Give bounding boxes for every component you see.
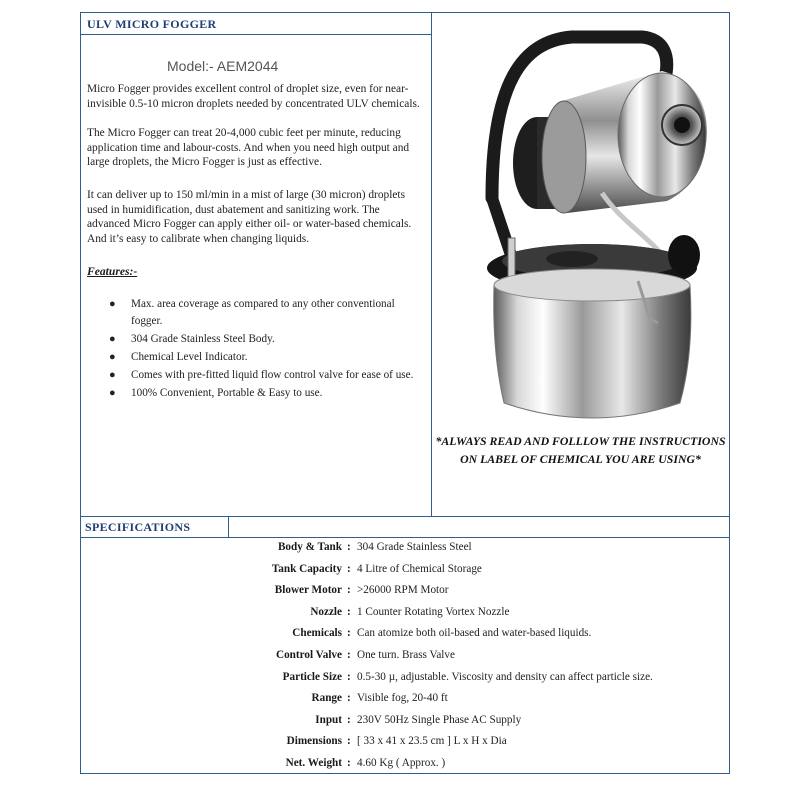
feature-item: ● Max. area coverage as compared to any other conventional fogger. — [109, 298, 395, 327]
features-list — [81, 296, 421, 403]
bullet-icon: ● — [109, 298, 116, 310]
spec-row: Dimensions : [ 33 x 41 x 23.5 cm ] L x H x Dia — [286, 735, 507, 748]
specifications-header — [81, 516, 729, 538]
title-bar — [81, 13, 431, 35]
spec-row: Control Valve : One turn. Brass Valve — [276, 648, 455, 661]
feature-item: ● Comes with pre-fitted liquid flow control valve for ease of use. — [81, 367, 421, 384]
bullet-icon: ● — [109, 351, 116, 363]
feature-item: ● Chemical Level Indicator. — [81, 349, 421, 366]
spec-key: Net. Weight — [285, 756, 342, 769]
spec-value: 1 Counter Rotating Vortex Nozzle — [357, 605, 510, 618]
features-heading: Features:- — [87, 265, 138, 278]
spec-key: Particle Size — [282, 670, 342, 683]
specifications-label-cell — [81, 516, 229, 537]
description-paragraph-3: It can deliver up to 150 ml/min in a mist of large (30 micron) droplets used in humidification, dust abatement and sanitizing work. The advanced Micro Fogger can apply either oil- or water-based chemicals. And it’s easy to calibrate when changing liquids. — [87, 189, 412, 245]
bullet-icon: ● — [109, 369, 116, 381]
bullet-icon: ● — [109, 387, 116, 399]
overview-section — [81, 13, 729, 517]
image-column — [432, 13, 729, 516]
spec-key: Input — [315, 713, 342, 726]
spec-key: Tank Capacity — [271, 562, 342, 575]
spec-row: Net. Weight : 4.60 Kg ( Approx. ) — [285, 756, 446, 769]
description-column — [81, 13, 431, 516]
spec-row: Input : 230V 50Hz Single Phase AC Supply — [315, 713, 522, 726]
spec-key: Dimensions — [286, 735, 342, 748]
product-title: ULV MICRO FOGGER — [87, 17, 217, 31]
datasheet — [80, 12, 730, 774]
spec-key: Body & Tank — [277, 541, 342, 553]
description-paragraph-1: Micro Fogger provides excellent control of droplet size, even for near-invisible 0.5-10 micron droplets needed by concentrated ULV chemicals. — [87, 83, 420, 110]
spec-value: [ 33 x 41 x 23.5 cm ] L x H x Dia — [357, 735, 507, 748]
spec-row: Nozzle : 1 Counter Rotating Vortex Nozzle — [310, 605, 510, 618]
specifications-table — [81, 541, 729, 779]
spec-key: Chemicals — [292, 627, 342, 640]
micro-fogger-illustration — [452, 23, 712, 438]
spec-value: 304 Grade Stainless Steel — [357, 541, 472, 553]
spec-row: Particle Size : 0.5-30 µ, adjustable. Viscosity and density can affect particle size. — [282, 670, 653, 683]
safety-notice: *ALWAYS READ AND FOLLLOW THE INSTRUCTIONS ON LABEL OF CHEMICAL YOU ARE USING* — [435, 434, 726, 466]
spec-value: Visible fog, 20-40 ft — [357, 692, 448, 705]
spec-value: One turn. Brass Valve — [357, 648, 455, 661]
bullet-icon: ● — [109, 333, 116, 345]
spec-row: Body & Tank : 304 Grade Stainless Steel — [277, 541, 472, 553]
spec-row: Range : Visible fog, 20-40 ft — [311, 692, 448, 705]
spec-value: 4 Litre of Chemical Storage — [357, 562, 482, 575]
spec-row: Tank Capacity : 4 Litre of Chemical Storage — [271, 562, 482, 575]
spec-value: Can atomize both oil-based and water-based liquids. — [357, 627, 592, 640]
specifications-title: SPECIFICATIONS — [85, 520, 191, 534]
spec-key: Nozzle — [310, 605, 342, 618]
spec-key: Range — [311, 692, 342, 705]
model-number: Model:- AEM2044 — [167, 58, 279, 74]
feature-item: ● 304 Grade Stainless Steel Body. — [81, 331, 421, 348]
feature-item: ● 100% Convenient, Portable & Easy to use. — [81, 385, 421, 402]
spec-value: 0.5-30 µ, adjustable. Viscosity and density can affect particle size. — [357, 670, 653, 683]
spec-key: Control Valve — [276, 648, 342, 661]
spec-value: >26000 RPM Motor — [357, 584, 449, 597]
spec-value: 230V 50Hz Single Phase AC Supply — [357, 713, 522, 726]
spec-key: Blower Motor — [274, 584, 342, 597]
spec-row: Blower Motor : >26000 RPM Motor — [274, 584, 449, 597]
spec-row: Chemicals : Can atomize both oil-based and water-based liquids. — [292, 627, 592, 640]
description-paragraph-2: The Micro Fogger can treat 20-4,000 cubic feet per minute, reducing application time and labour-costs. And when you need high output and large droplets, the Micro Fogger is just as effective. — [87, 127, 410, 169]
spec-value: 4.60 Kg ( Approx. ) — [357, 756, 446, 769]
